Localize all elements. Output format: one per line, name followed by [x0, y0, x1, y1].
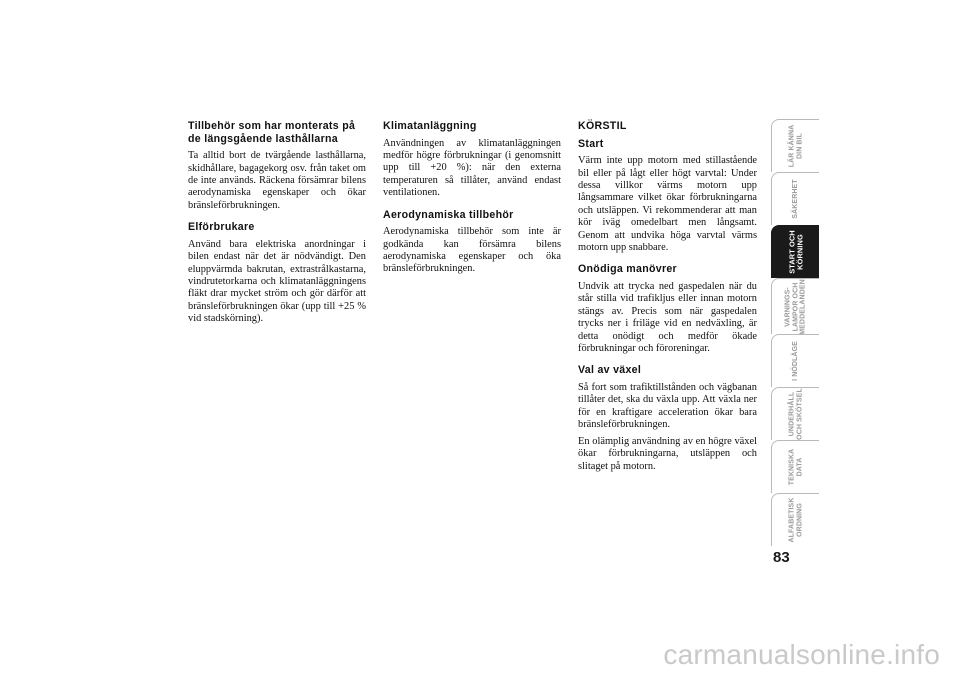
- paragraph-electrical-loads: Använd bara elektriska anordningar i bilen endast när det är nödvändigt. Den eluppvärmda bakrutan, extrastrålkastarna, vindrutetorkarna och klimatanläggningens fläkt drar mycket ström och gör därför att bränsleförbrukningen ökar (upp till +25 % vid stadskörning).: [188, 238, 366, 325]
- section-heading-unnecessary-maneuvers: Onödiga manövrer: [578, 263, 677, 276]
- section-heading-accessories: Tillbehör som har monterats på de längsgående lasthållarna: [188, 120, 356, 145]
- paragraph-climate: Användningen av klimatanläggningen medför högre förbrukningar (i genomsnitt upp till +20 %): när den externa temperaturen så tillåter, använd endast ventilationen.: [383, 137, 561, 199]
- paragraph-accessories: Ta alltid bort de tvärgående lasthållarna, skidhållare, bagagekorg osv. från taket om de inte används. Räckena försämrar bilens aerodynamiska egenskaper och ökar bränsleförbrukningen.: [188, 150, 366, 211]
- chapter-title: KÖRSTIL: [578, 120, 627, 132]
- paragraph-unnecessary-maneuvers: Undvik att trycka ned gaspedalen när du står stilla vid trafikljus eller innan motorn stängs av. Precis som när gaspedalen trycks ner i friläge vid en nedväxling, är detta onödigt och medför ökade förbrukningar och föroreningar.: [578, 281, 757, 355]
- tab-label: VARNINGS- LAMPOR OCH MEDDELANDEN: [784, 278, 807, 335]
- tab-label: START OCH KÖRNING: [786, 230, 804, 274]
- tab-label: SÄKERHET: [791, 179, 799, 219]
- tab-label: UNDERHÅLL OCH SKÖTSEL: [787, 388, 803, 440]
- paragraph-start: Värm inte upp motorn med stillastående bil eller på lågt eller högt varvtal: Under dessa villkor värms motorn upp långsammare vilket ökar förbrukningarna och utsläppen. Vi rekommenderar att man kör iväg omedelbart men långsamt. Genom att undvika höga varvtal värms motorn upp snabbare.: [578, 155, 757, 254]
- tab-sakerhet[interactable]: [771, 172, 819, 225]
- tab-underhall[interactable]: [771, 387, 819, 440]
- text-column-2: [383, 120, 561, 285]
- section-heading-aerodynamic: Aerodynamiska tillbehör: [383, 208, 514, 221]
- text-column-1: [188, 120, 366, 335]
- paragraph-gear-choice-2: En olämplig användning av en högre växel ökar förbrukningarna, utsläppen och slitaget på motorn.: [578, 435, 757, 472]
- tab-varningslampor[interactable]: [771, 278, 819, 334]
- tab-alfabetisk-ordning[interactable]: [771, 493, 819, 546]
- tab-label: LÄR KÄNNA DIN BIL: [787, 124, 803, 168]
- tab-lar-kanna-din-bil[interactable]: [771, 119, 819, 172]
- tab-label: I NÖDLÄGE: [791, 341, 799, 381]
- tab-label: ALFABETISK ORDNING: [787, 497, 803, 543]
- paragraph-aerodynamic: Aerodynamiska tillbehör som inte är godkända kan försämra bilens aerodynamiska egenskaper och öka bränsleförbrukningen.: [383, 226, 561, 275]
- tab-tekniska-data[interactable]: [771, 440, 819, 493]
- tab-label: TEKNISKA DATA: [787, 448, 803, 486]
- section-heading-climate: Klimatanläggning: [383, 120, 477, 132]
- section-heading-gear-choice: Val av växel: [578, 364, 642, 377]
- chapter-tabs: [771, 119, 819, 546]
- page-number: 83: [773, 549, 790, 566]
- tab-i-nodlage[interactable]: [771, 334, 819, 387]
- section-heading-electrical-loads: Elförbrukare: [188, 221, 255, 234]
- section-heading-start: Start: [578, 137, 604, 150]
- paragraph-gear-choice-1: Så fort som trafiktillstånden och vägbanan tillåter det, ska du växla upp. Att växla ner för en kraftigare acceleration ökar bara bränsleförbrukningen.: [578, 382, 757, 431]
- text-column-3: [578, 120, 757, 482]
- watermark: carmanualsonline.info: [663, 639, 940, 670]
- tab-start-och-korning[interactable]: [771, 225, 819, 278]
